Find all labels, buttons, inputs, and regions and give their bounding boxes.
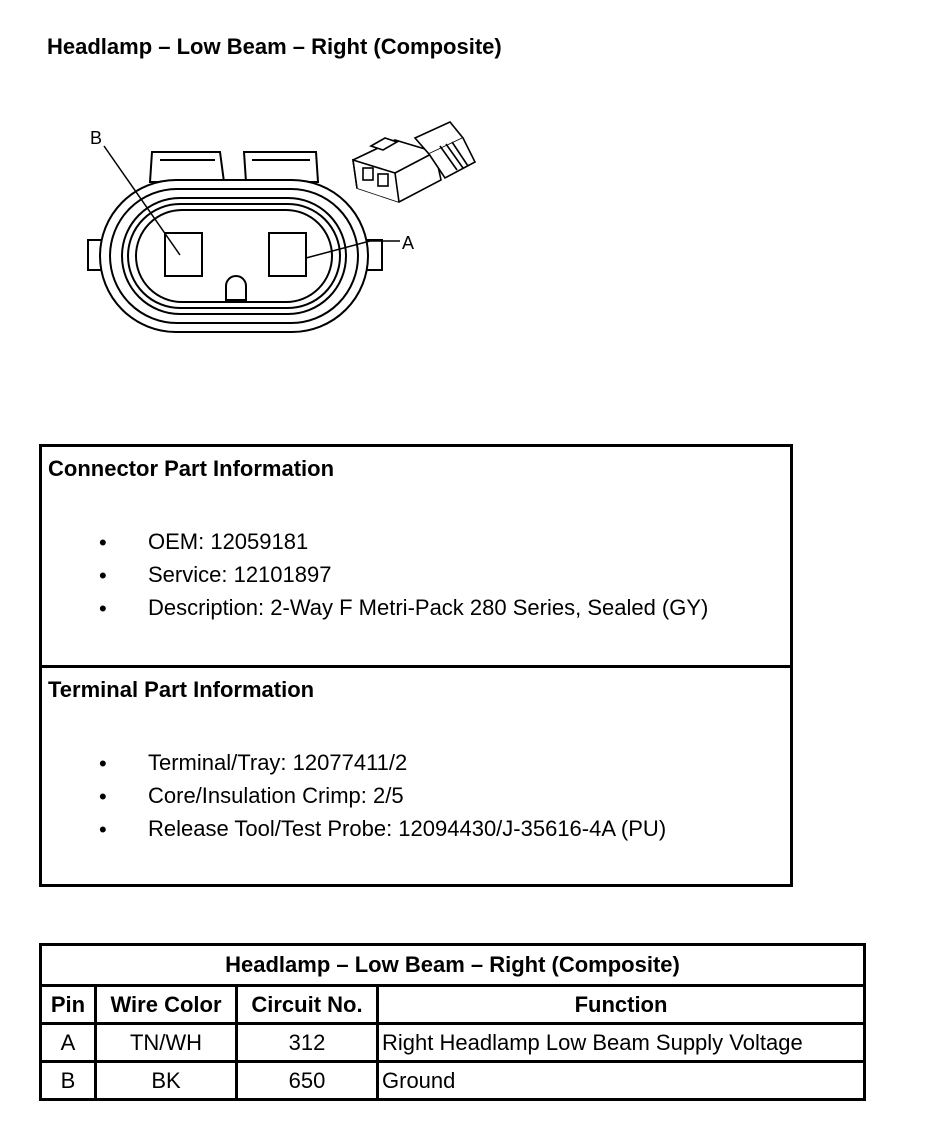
table-row — [41, 1024, 865, 1062]
function-cell: Right Headlamp Low Beam Supply Voltage — [378, 1024, 865, 1062]
cavity-a — [269, 233, 306, 276]
bullet-icon: • — [99, 563, 107, 588]
circuit-cell: 312 — [237, 1024, 378, 1062]
part-information-box — [39, 444, 793, 887]
bullet-icon: • — [99, 817, 107, 842]
connector-diagram — [70, 110, 490, 350]
bullet-icon: • — [99, 751, 107, 776]
bullet-icon: • — [99, 530, 107, 555]
connector-part-info-section: Connector Part Information • OEM: 12059181 • Service: 12101897 • Description: 2-Way F Metri-Pack 280 Series, Sealed (GY) — [42, 447, 790, 668]
terminal-part-info-heading: Terminal Part Information — [48, 677, 315, 702]
pin-table-header-row — [41, 986, 865, 1024]
connector-part-info-heading: Connector Part Information — [48, 456, 335, 481]
pin-a-label: A — [402, 233, 415, 253]
bullet-icon: • — [99, 784, 107, 809]
bullet-icon: • — [99, 596, 107, 621]
pin-b-label: B — [90, 128, 103, 148]
page-title: Headlamp – Low Beam – Right (Composite) — [47, 34, 502, 59]
cavity-b — [165, 233, 202, 276]
header-pin: Pin — [41, 986, 96, 1024]
pin-table — [39, 943, 866, 1101]
header-function: Function — [378, 986, 865, 1024]
wire-color-cell: BK — [96, 1062, 237, 1100]
wire-color-cell: TN/WH — [96, 1024, 237, 1062]
connector-isometric-view — [353, 122, 475, 202]
header-wire-color: Wire Color — [96, 986, 237, 1024]
top-latch-right — [244, 152, 318, 182]
polarity-key — [226, 276, 246, 300]
table-row — [41, 1062, 865, 1100]
pin-cell: B — [41, 1062, 96, 1100]
terminal-part-info-section: Terminal Part Information • Terminal/Tray: 12077411/2 • Core/Insulation Crimp: 2/5 • Release Tool/Test Probe: 12094430/J-35616-4A (PU) — [48, 677, 667, 842]
pin-cell: A — [41, 1024, 96, 1062]
circuit-cell: 650 — [237, 1062, 378, 1100]
header-circuit-no: Circuit No. — [237, 986, 378, 1024]
function-cell: Ground — [378, 1062, 865, 1100]
top-latch-left — [150, 152, 224, 182]
pin-table-caption: Headlamp – Low Beam – Right (Composite) — [41, 945, 865, 986]
